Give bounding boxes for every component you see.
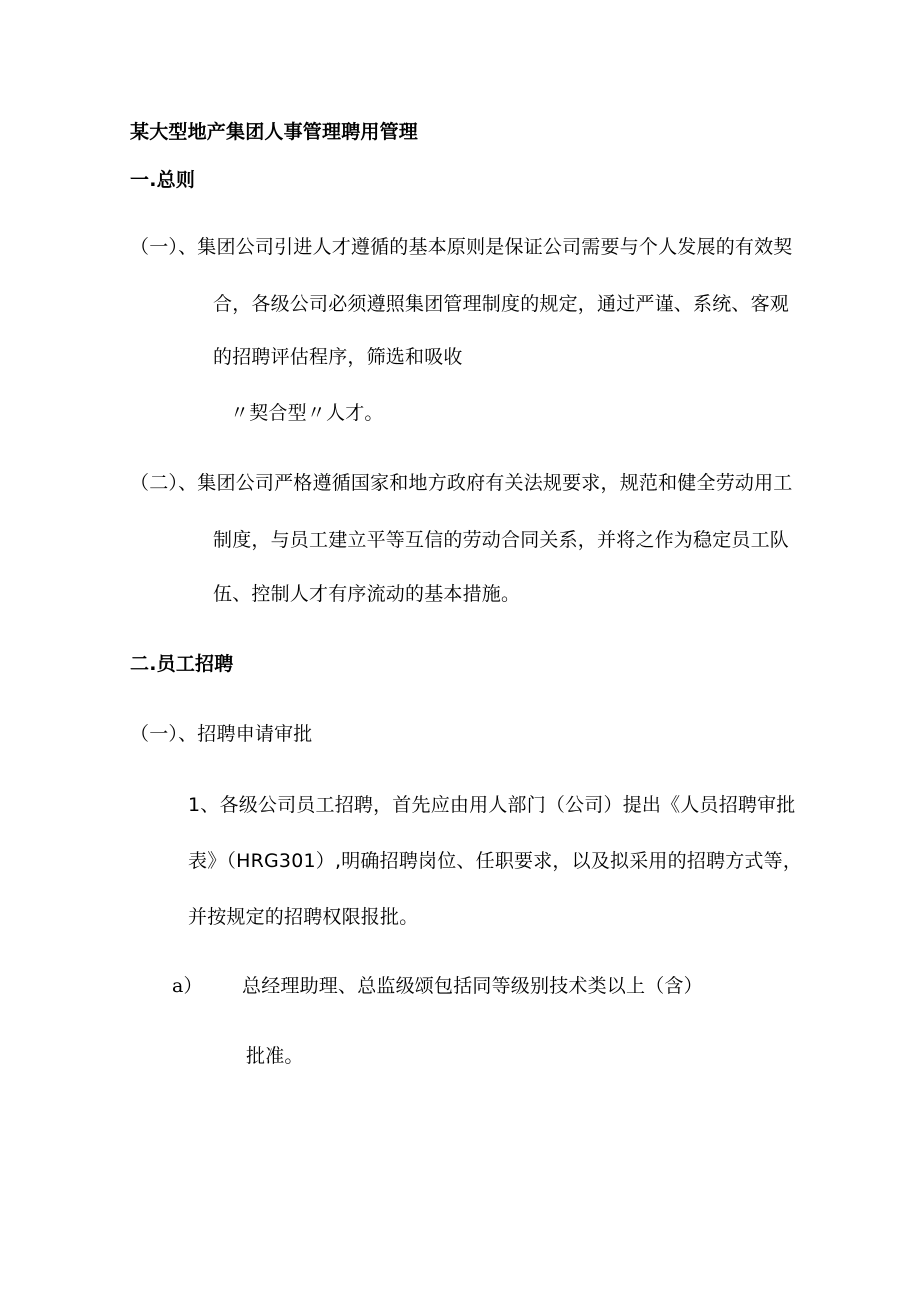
paragraph-line: 表》（HRG301）,明确招聘岗位、任职要求，以及拟采用的招聘方式等，: [188, 850, 803, 872]
paragraph-line: 总经理助理、总监级颂包括同等级别技术类以上（含）: [242, 975, 703, 997]
paragraph-line: 并按规定的招聘权限报批。: [188, 906, 419, 928]
paragraph-line: 的招聘评估程序，筛选和吸收: [213, 346, 463, 368]
paragraph-line: 制度，与员工建立平等互信的劳动合同关系，并将之作为稳定员工队: [213, 529, 790, 551]
section-heading-recruitment: 二.员工招聘: [130, 653, 234, 675]
paragraph-line: 合，各级公司必须遵照集团管理制度的规定，通过严谨、系统、客观: [213, 293, 790, 315]
section-heading-general: 一.总则: [130, 169, 196, 191]
paragraph-line: 〃契合型〃人才。: [230, 402, 384, 424]
paragraph-line: 伍、控制人才有序流动的基本措施。: [213, 583, 521, 605]
document-title: 某大型地产集团人事管理聘用管理: [130, 121, 419, 143]
subsection-heading: （一）、招聘申请审批: [130, 723, 313, 745]
list-marker: a）: [172, 975, 203, 997]
paragraph-line: 1、各级公司员工招聘，首先应由用人部门（公司）提出《人员招聘审批: [188, 794, 796, 816]
paragraph-line: （一）、集团公司引进人才遵循的基本原则是保证公司需要与个人发展的有效契: [130, 236, 793, 258]
paragraph-line: （二）、集团公司严格遵循国家和地方政府有关法规要求，规范和健全劳动用工: [130, 472, 793, 494]
paragraph-line: 批准。: [246, 1045, 304, 1067]
